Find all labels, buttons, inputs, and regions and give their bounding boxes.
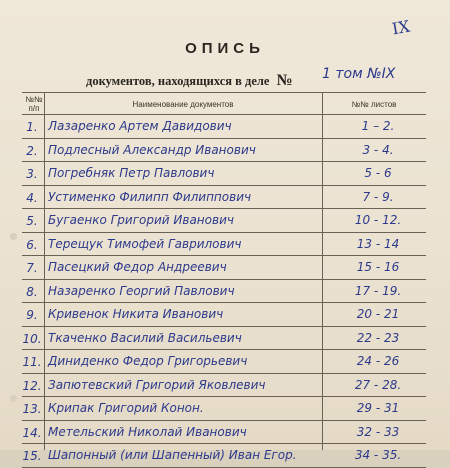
page-subtitle bbox=[86, 72, 293, 90]
table-row bbox=[22, 303, 426, 327]
table-row bbox=[22, 280, 426, 304]
table-row bbox=[22, 444, 426, 468]
row-sheets: 10 - 12. bbox=[354, 213, 402, 227]
corner-mark: IX bbox=[390, 16, 412, 39]
row-name: Пасецкий Федор Андреевич bbox=[48, 260, 227, 274]
row-name: Лазаренко Артем Давидович bbox=[48, 119, 232, 133]
row-sheets: 20 - 21 bbox=[356, 307, 400, 321]
row-sheets: 3 - 4. bbox=[362, 142, 394, 157]
table-row bbox=[22, 350, 426, 374]
row-num: 8. bbox=[26, 284, 38, 299]
subtitle-text: документов, находящихся в деле bbox=[86, 74, 270, 88]
row-name: Назаренко Георгий Павлович bbox=[48, 283, 235, 298]
row-sheets: 5 - 6 bbox=[364, 166, 392, 180]
table-row bbox=[22, 374, 426, 398]
row-rule bbox=[22, 467, 426, 468]
row-sheets: 7 - 9. bbox=[362, 189, 394, 204]
table-row bbox=[22, 139, 426, 163]
page-title: ОПИСЬ bbox=[185, 40, 265, 57]
row-num: 5. bbox=[26, 214, 38, 228]
row-name: Запютевский Григорий Яковлевич bbox=[48, 377, 266, 392]
case-number: 1 том №IX bbox=[322, 66, 396, 82]
row-sheets: 27 - 28. bbox=[354, 377, 402, 392]
row-num: 2. bbox=[26, 143, 38, 158]
row-name: Диниденко Федор Григорьевич bbox=[48, 354, 248, 368]
row-sheets: 1 – 2. bbox=[361, 119, 395, 133]
binding-hole bbox=[10, 233, 17, 240]
row-name: Кривенок Никита Иванович bbox=[48, 307, 224, 321]
row-name: Ткаченко Василий Васильевич bbox=[48, 330, 242, 345]
row-name: Бугаенко Григорий Иванович bbox=[48, 213, 234, 227]
row-num: 14. bbox=[22, 425, 42, 440]
row-sheets: 22 - 23 bbox=[356, 330, 400, 345]
row-num: 15. bbox=[22, 449, 42, 463]
row-name: Терещук Тимофей Гаврилович bbox=[48, 236, 242, 251]
table-row bbox=[22, 186, 426, 210]
table-row bbox=[22, 256, 426, 280]
row-sheets: 34 - 35. bbox=[354, 448, 402, 462]
number-sign: № bbox=[276, 72, 293, 89]
row-name: Крипак Григорий Конон. bbox=[48, 401, 204, 415]
binding-hole bbox=[10, 395, 17, 402]
row-num: 7. bbox=[26, 261, 38, 275]
row-num: 6. bbox=[26, 237, 38, 252]
row-num: 10. bbox=[22, 331, 42, 346]
row-num: 13. bbox=[22, 402, 42, 416]
table-row bbox=[22, 397, 426, 421]
table-row bbox=[22, 233, 426, 257]
row-num: 3. bbox=[26, 167, 38, 181]
header-name: Наименование документов bbox=[132, 100, 234, 109]
table-row bbox=[22, 162, 426, 186]
row-num: 1. bbox=[26, 120, 38, 134]
row-sheets: 13 - 14 bbox=[356, 236, 400, 251]
row-name: Устименко Филипп Филиппович bbox=[48, 189, 252, 204]
row-sheets: 32 - 33 bbox=[356, 424, 400, 439]
row-sheets: 24 - 26 bbox=[356, 354, 400, 368]
table-row bbox=[22, 327, 426, 351]
row-name: Шапонный (или Шапенный) Иван Егор. bbox=[48, 448, 297, 462]
row-num: 12. bbox=[22, 378, 42, 393]
table-row bbox=[22, 115, 426, 139]
row-name: Метельский Николай Иванович bbox=[48, 424, 247, 439]
table-top-border bbox=[22, 92, 426, 93]
row-sheets: 15 - 16 bbox=[356, 260, 400, 274]
table-row bbox=[22, 421, 426, 445]
row-sheets: 29 - 31 bbox=[356, 401, 400, 415]
inventory-rows bbox=[22, 115, 426, 468]
table-row bbox=[22, 209, 426, 233]
row-num: 11. bbox=[22, 355, 42, 369]
header-num: №№ п/п bbox=[25, 95, 43, 113]
row-sheets: 17 - 19. bbox=[354, 283, 402, 298]
row-name: Погребняк Петр Павлович bbox=[48, 166, 215, 180]
row-num: 9. bbox=[26, 308, 38, 322]
row-num: 4. bbox=[26, 190, 38, 205]
row-name: Подлесный Александр Иванович bbox=[48, 142, 256, 157]
header-sheets: №№ листов bbox=[351, 100, 397, 109]
